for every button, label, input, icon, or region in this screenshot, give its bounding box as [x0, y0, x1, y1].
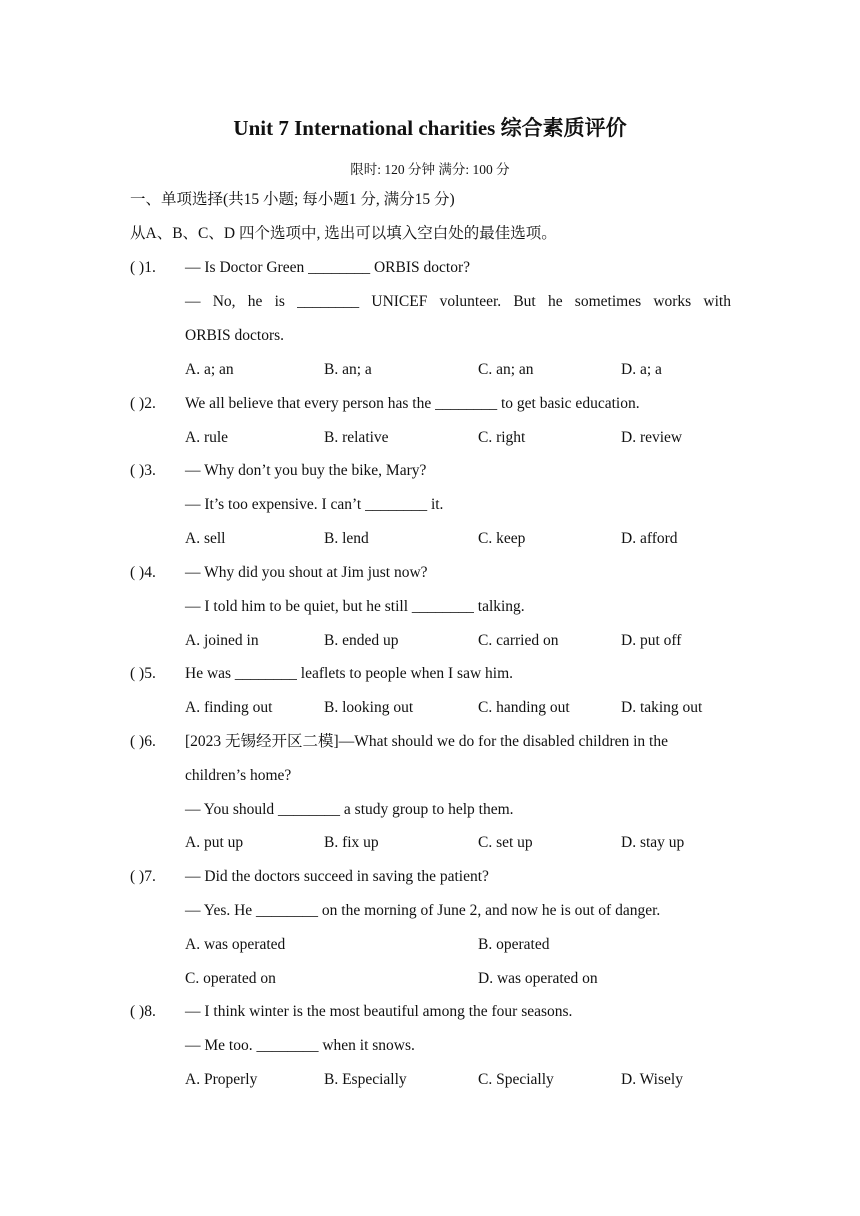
question-1-number: ( )1. — [130, 259, 156, 276]
question-1-line-3: ORBIS doctors. — [185, 327, 285, 344]
question-2-option-d: D. review — [621, 429, 683, 446]
question-7-option-b: B. operated — [478, 936, 550, 953]
question-5-option-c: C. handing out — [478, 699, 570, 716]
question-4-line-1: — Why did you shout at Jim just now? — [185, 564, 428, 581]
question-4-option-c: C. carried on — [478, 632, 559, 649]
question-3-option-b: B. lend — [324, 530, 369, 547]
question-5-option-a: A. finding out — [185, 699, 273, 716]
question-1-option-a: A. a; an — [185, 361, 234, 378]
question-3-line-2: — It’s too expensive. I can’t ________ it. — [185, 496, 444, 513]
question-1-line-1: — Is Doctor Green ________ ORBIS doctor? — [185, 259, 470, 276]
question-3-option-a: A. sell — [185, 530, 226, 547]
question-8-option-b: B. Especially — [324, 1071, 407, 1088]
question-5-number: ( )5. — [130, 665, 156, 682]
question-2-option-a: A. rule — [185, 429, 229, 446]
question-7-option-c: C. operated on — [185, 970, 276, 987]
question-2-option-b: B. relative — [324, 429, 389, 446]
question-6-option-b: B. fix up — [324, 834, 379, 851]
section-instruction: 从A、B、C、D 四个选项中, 选出可以填入空白处的最佳选项。 — [130, 225, 557, 242]
question-3-option-d: D. afford — [621, 530, 678, 547]
question-2-option-c: C. right — [478, 429, 526, 446]
question-8-line-2: — Me too. ________ when it snows. — [185, 1037, 415, 1054]
question-2-line-1: We all believe that every person has the ________ to get basic education. — [185, 395, 640, 412]
page-title: Unit 7 International charities 综合素质评价 — [233, 116, 627, 140]
question-4-option-b: B. ended up — [324, 632, 399, 649]
question-6-option-d: D. stay up — [621, 834, 685, 851]
question-7-line-2: — Yes. He ________ on the morning of June 2, and now he is out of danger. — [185, 902, 661, 919]
question-6-number: ( )6. — [130, 733, 156, 750]
question-8-line-1: — I think winter is the most beautiful among the four seasons. — [185, 1003, 573, 1020]
question-6-line-1: [2023 无锡经开区二模]—What should we do for the disabled children in the — [185, 733, 668, 750]
question-5-option-b: B. looking out — [324, 699, 414, 716]
question-8-number: ( )8. — [130, 1003, 156, 1020]
question-4-option-d: D. put off — [621, 632, 682, 649]
question-3-option-c: C. keep — [478, 530, 526, 547]
question-8-option-a: A. Properly — [185, 1071, 258, 1088]
question-6-option-c: C. set up — [478, 834, 533, 851]
question-5-option-d: D. taking out — [621, 699, 703, 716]
question-3-line-1: — Why don’t you buy the bike, Mary? — [185, 462, 427, 479]
question-6-option-a: A. put up — [185, 834, 244, 851]
question-8-option-d: D. Wisely — [621, 1071, 683, 1088]
question-1-option-d: D. a; a — [621, 361, 662, 378]
question-6-line-2: children’s home? — [185, 767, 292, 784]
question-1-line-2: — No, he is ________ UNICEF volunteer. But he sometimes works with — [185, 293, 731, 310]
question-6-line-3: — You should ________ a study group to help them. — [185, 801, 514, 818]
question-1-option-b: B. an; a — [324, 361, 372, 378]
question-4-line-2: — I told him to be quiet, but he still ________ talking. — [185, 598, 525, 615]
question-7-option-a: A. was operated — [185, 936, 286, 953]
question-2-number: ( )2. — [130, 395, 156, 412]
question-7-number: ( )7. — [130, 868, 156, 885]
section-heading: 一、单项选择(共15 小题; 每小题1 分, 满分15 分) — [130, 191, 455, 208]
question-7-line-1: — Did the doctors succeed in saving the patient? — [185, 868, 489, 885]
question-5-line-1: He was ________ leaflets to people when I saw him. — [185, 665, 514, 682]
time-and-score: 限时: 120 分钟 满分: 100 分 — [350, 162, 510, 177]
question-3-number: ( )3. — [130, 462, 156, 479]
question-4-option-a: A. joined in — [185, 632, 259, 649]
question-4-number: ( )4. — [130, 564, 156, 581]
question-7-option-d: D. was operated on — [478, 970, 598, 987]
question-1-option-c: C. an; an — [478, 361, 534, 378]
question-8-option-c: C. Specially — [478, 1071, 554, 1088]
